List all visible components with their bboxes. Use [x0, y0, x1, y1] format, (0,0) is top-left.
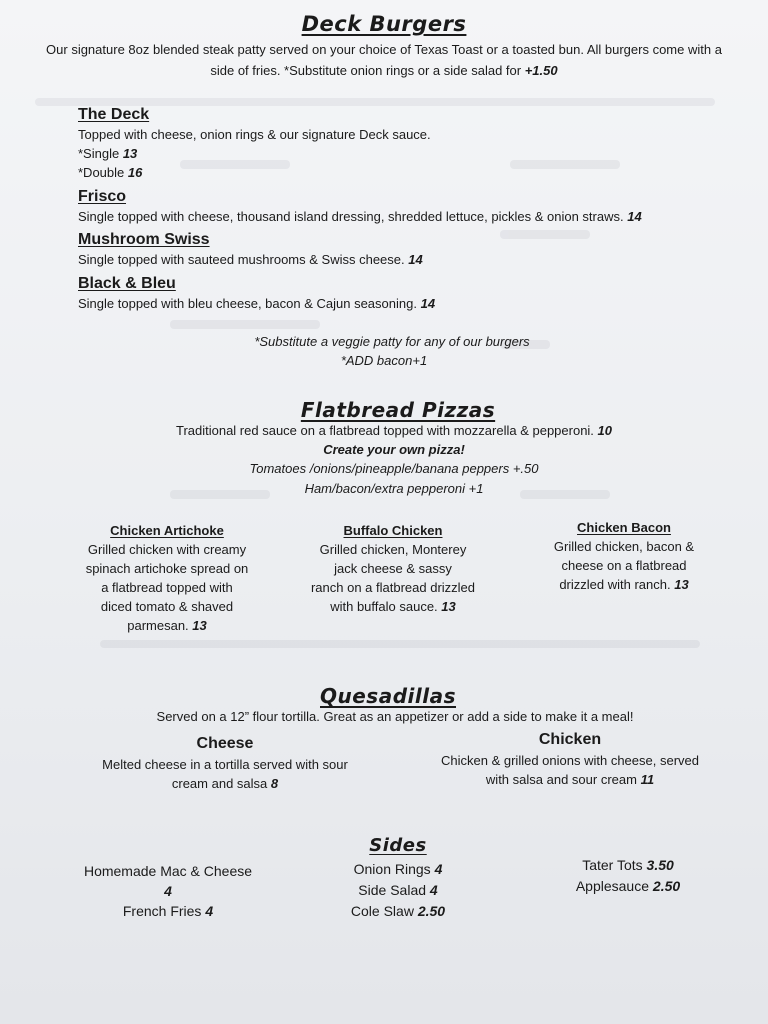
item-option-double	[78, 163, 738, 182]
side-name: Homemade Mac & Cheese	[83, 863, 253, 879]
item-price: 13	[192, 618, 207, 633]
side-name: Onion Rings	[353, 861, 431, 877]
item-name: Black & Bleu	[78, 275, 176, 292]
item-name: Frisco	[78, 188, 127, 205]
side-price: 4	[434, 861, 443, 877]
burgers-title: Deck Burgers	[301, 12, 467, 36]
item-desc-line: with buffalo sauce.	[330, 599, 438, 614]
quesadilla-item-cheese	[80, 734, 370, 793]
item-desc-line	[78, 294, 738, 313]
item-desc-line: Grilled chicken, Monterey	[319, 542, 467, 557]
item-name: Mushroom Swiss	[78, 231, 210, 248]
item-desc-line: Grilled chicken with creamy	[87, 542, 247, 557]
item-name: Buffalo Chicken	[343, 523, 443, 538]
side-item	[300, 880, 496, 901]
item-price: 14	[627, 209, 642, 224]
burgers-intro-price: +1.50	[524, 63, 558, 78]
side-price: 2.50	[417, 903, 446, 919]
burgers-note-bacon: *ADD bacon+1	[340, 353, 428, 368]
pizzas-toppings-1: Tomatoes /onions/pineapple/banana peppers +.50	[249, 461, 539, 476]
side-name: Tater Tots	[582, 857, 643, 873]
burger-item-mushroom-swiss	[78, 231, 738, 269]
side-price: 4	[429, 882, 438, 898]
sides-column-1	[68, 861, 268, 921]
side-price: 3.50	[646, 857, 674, 873]
item-desc-line: cheese on a flatbread	[561, 558, 687, 573]
item-name: Cheese	[196, 735, 254, 752]
burgers-intro-line2-text: side of fries. *Substitute onion rings or a side salad for	[210, 63, 522, 78]
side-price: 4	[164, 883, 172, 899]
pizzas-intro-text: Traditional red sauce on a flatbread topped with mozzarella & pepperoni.	[175, 423, 594, 438]
item-desc: Topped with cheese, onion rings & our signature Deck sauce.	[78, 127, 431, 142]
item-desc-line: a flatbread topped with	[101, 580, 233, 595]
quesadilla-item-chicken	[420, 730, 720, 789]
pizzas-create: Create your own pizza!	[323, 442, 465, 457]
pizzas-intro	[0, 423, 768, 438]
burgers-note-veggie: *Substitute a veggie patty for any of our burgers	[254, 334, 530, 349]
item-desc-line: cream and salsa	[171, 776, 268, 791]
item-price: 11	[640, 772, 655, 787]
side-price: 4	[205, 903, 214, 919]
item-desc: Single topped with cheese, thousand island dressing, shredded lettuce, pickles & onion straws.	[78, 209, 624, 224]
item-option-single	[78, 144, 738, 163]
item-desc-line: Melted cheese in a tortilla served with sour	[102, 757, 348, 772]
side-item	[300, 859, 496, 880]
pizzas-title: Flatbread Pizzas	[300, 398, 496, 422]
pizza-item-buffalo-chicken	[288, 521, 498, 616]
quesadillas-intro: Served on a 12” flour tortilla. Great as an appetizer or add a side to make it a meal!	[156, 709, 634, 724]
sides-column-2	[300, 859, 496, 922]
item-desc-line: drizzled with ranch.	[559, 577, 671, 592]
burgers-intro-line1: Our signature 8oz blended steak patty served on your choice of Texas Toast or a toasted bun. All burgers come with a	[46, 42, 722, 57]
pizza-item-chicken-bacon	[520, 518, 728, 594]
item-name: Chicken Bacon	[577, 520, 671, 535]
item-name: The Deck	[78, 106, 150, 123]
item-desc-line: diced tomato & shaved	[100, 599, 234, 614]
side-name: Applesauce	[575, 878, 650, 894]
option-label: *Double	[78, 165, 125, 180]
item-price: 14	[420, 296, 436, 311]
item-desc-line	[78, 207, 758, 226]
item-name: Chicken	[538, 731, 602, 748]
item-name: Chicken Artichoke	[110, 523, 224, 538]
sides-title: Sides	[369, 835, 427, 856]
side-name: Cole Slaw	[350, 903, 414, 919]
item-desc-line-last	[520, 575, 728, 594]
item-desc-line-last	[80, 774, 370, 793]
item-desc-line: ranch on a flatbread drizzled	[310, 580, 476, 595]
item-desc-line-last	[62, 616, 272, 635]
option-price: 13	[122, 146, 138, 161]
item-desc-line: spinach artichoke spread on	[85, 561, 249, 576]
side-item	[68, 901, 268, 921]
item-desc-line: with salsa and sour cream	[485, 772, 637, 787]
side-item	[68, 861, 268, 901]
item-desc: Single topped with bleu cheese, bacon & Cajun seasoning.	[78, 296, 417, 311]
item-price: 13	[441, 599, 456, 614]
side-name: Side Salad	[358, 882, 427, 898]
quesadillas-title: Quesadillas	[320, 684, 456, 708]
item-desc-line: jack cheese & sassy	[334, 561, 452, 576]
item-desc-line	[78, 250, 738, 269]
item-desc: Single topped with sauteed mushrooms & Swiss cheese.	[78, 252, 405, 267]
pizzas-intro-price: 10	[597, 423, 613, 438]
burger-item-the-deck	[78, 106, 738, 182]
pizzas-toppings-2: Ham/bacon/extra pepperoni +1	[304, 481, 484, 496]
side-item	[530, 855, 726, 876]
item-desc-line: parmesan.	[127, 618, 189, 633]
burger-item-black-bleu	[78, 275, 738, 313]
side-item	[530, 876, 726, 897]
item-desc-line: Grilled chicken, bacon &	[553, 539, 695, 554]
sides-column-3	[530, 855, 726, 897]
item-price: 8	[270, 776, 279, 791]
item-desc-line-last	[288, 597, 498, 616]
item-price: 13	[674, 577, 689, 592]
option-price: 16	[127, 165, 143, 180]
burger-item-frisco	[78, 188, 758, 226]
side-name: French Fries	[122, 903, 202, 919]
item-desc-line-last	[420, 770, 720, 789]
item-price: 14	[408, 252, 423, 267]
pizza-item-chicken-artichoke	[62, 521, 272, 635]
side-price: 2.50	[652, 878, 681, 894]
side-item	[300, 901, 496, 922]
option-label: *Single	[78, 146, 120, 161]
burgers-intro-line2	[0, 63, 768, 78]
item-desc-line: Chicken & grilled onions with cheese, served	[441, 753, 699, 768]
